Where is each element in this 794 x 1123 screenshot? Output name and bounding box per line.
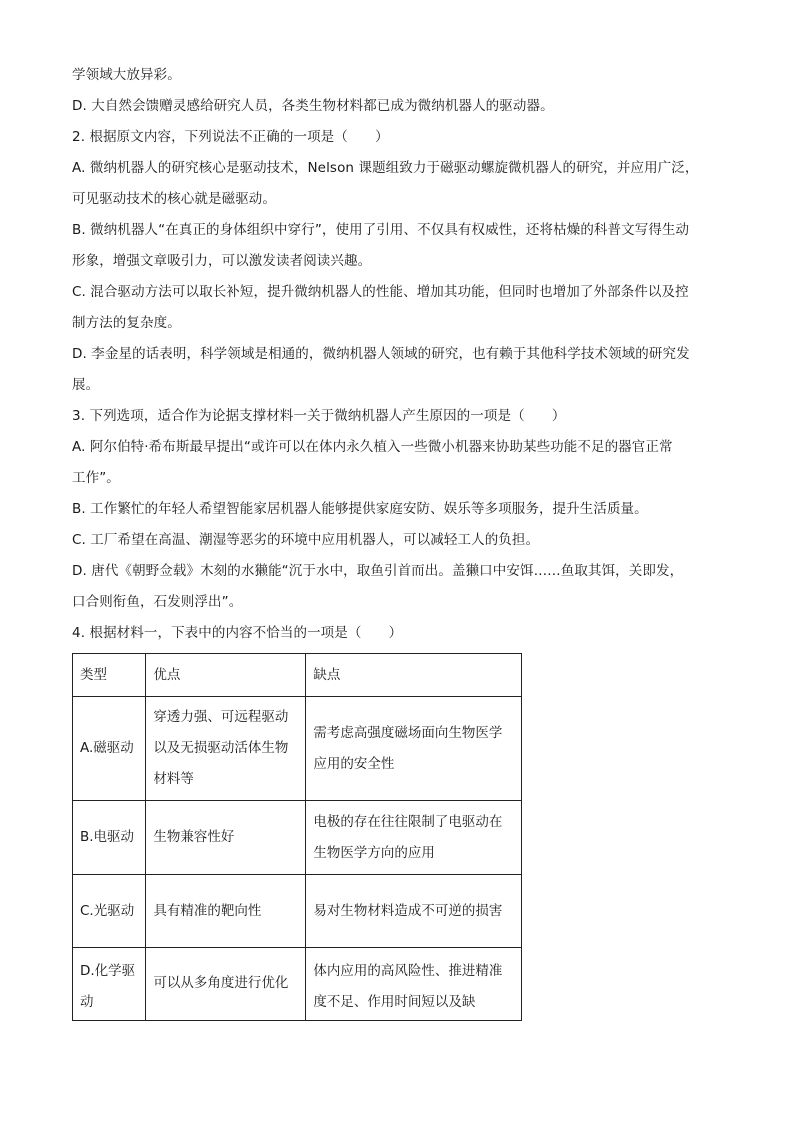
cell-type: D.化学驱动 [73, 948, 146, 1021]
table-row [73, 875, 522, 948]
header-cons: 缺点 [306, 654, 522, 697]
text-line: 制方法的复杂度。 [72, 315, 181, 331]
document-body [72, 60, 724, 649]
cell-type: C.光驱动 [73, 875, 146, 948]
cell-cons: 体内应用的高风险性、推进精准度不足、作用时间短以及缺 [306, 948, 522, 1021]
text-line: 学领域大放异彩。 [72, 67, 181, 83]
cell-cons: 电极的存在往往限制了电驱动在生物医学方向的应用 [306, 801, 522, 875]
cell-cons: 需考虑高强度磁场面向生物医学应用的安全性 [306, 697, 522, 801]
text-line: 可见驱动技术的核心就是磁驱动。 [72, 191, 276, 207]
question-2: 2. 根据原文内容，下列说法不正确的一项是（ ） [72, 129, 389, 145]
table-header-row [73, 654, 522, 697]
text-line: D. 李金星的话表明，科学领域是相通的，微纳机器人领域的研究，也有赖于其他科学技术领域的研究发 [72, 346, 690, 362]
text-line: 工作”。 [72, 470, 120, 486]
cell-pros: 具有精准的靶向性 [146, 875, 306, 948]
text-line: D. 唐代《朝野佥载》木刻的水獭能“沉于水中，取鱼引首而出。盖獭口中安饵……鱼取其饵，关即发， [72, 563, 684, 579]
cell-pros: 可以从多角度进行优化 [146, 948, 306, 1021]
text-line: 展。 [72, 377, 100, 393]
cell-type: A.磁驱动 [73, 697, 146, 801]
text-line: A. 微纳机器人的研究核心是驱动技术，Nelson 课题组致力于磁驱动螺旋微机器人的研究，并应用广泛， [72, 160, 699, 176]
text-line: D. 大自然会馈赠灵感给研究人员，各类生物材料都已成为微纳机器人的驱动器。 [72, 98, 554, 114]
header-type: 类型 [73, 654, 146, 697]
question-4: 4. 根据材料一，下表中的内容不恰当的一项是（ ） [72, 625, 403, 641]
table-row [73, 948, 522, 1021]
text-line: C. 工厂希望在高温、潮湿等恶劣的环境中应用机器人，可以减轻工人的负担。 [72, 532, 540, 548]
text-line: 形象，增强文章吸引力，可以激发读者阅读兴趣。 [72, 253, 372, 269]
cell-pros: 穿透力强、可远程驱动以及无损驱动活体生物材料等 [146, 697, 306, 801]
cell-pros: 生物兼容性好 [146, 801, 306, 875]
text-line: B. 微纳机器人“在真正的身体组织中穿行”，使用了引用、不仅具有权威性，还将枯燥的科普文写得生动 [72, 222, 690, 238]
cell-type: B.电驱动 [73, 801, 146, 875]
question-3: 3. 下列选项，适合作为论据支撑材料一关于微纳机器人产生原因的一项是（ ） [72, 408, 566, 424]
text-line: A. 阿尔伯特·希布斯最早提出“或许可以在体内永久植入一些微小机器来协助某些功能不足的器官正常 [72, 439, 673, 455]
comparison-table [72, 653, 522, 1021]
text-line: C. 混合驱动方法可以取长补短，提升微纳机器人的性能、增加其功能，但同时也增加了外部条件以及控 [72, 284, 689, 300]
header-pros: 优点 [146, 654, 306, 697]
text-line: 口合则衔鱼，石发则浮出”。 [72, 594, 243, 610]
text-line: B. 工作繁忙的年轻人希望智能家居机器人能够提供家庭安防、娱乐等多项服务，提升生活质量。 [72, 501, 648, 517]
table-row [73, 801, 522, 875]
cell-cons: 易对生物材料造成不可逆的损害 [306, 875, 522, 948]
table-row [73, 697, 522, 801]
